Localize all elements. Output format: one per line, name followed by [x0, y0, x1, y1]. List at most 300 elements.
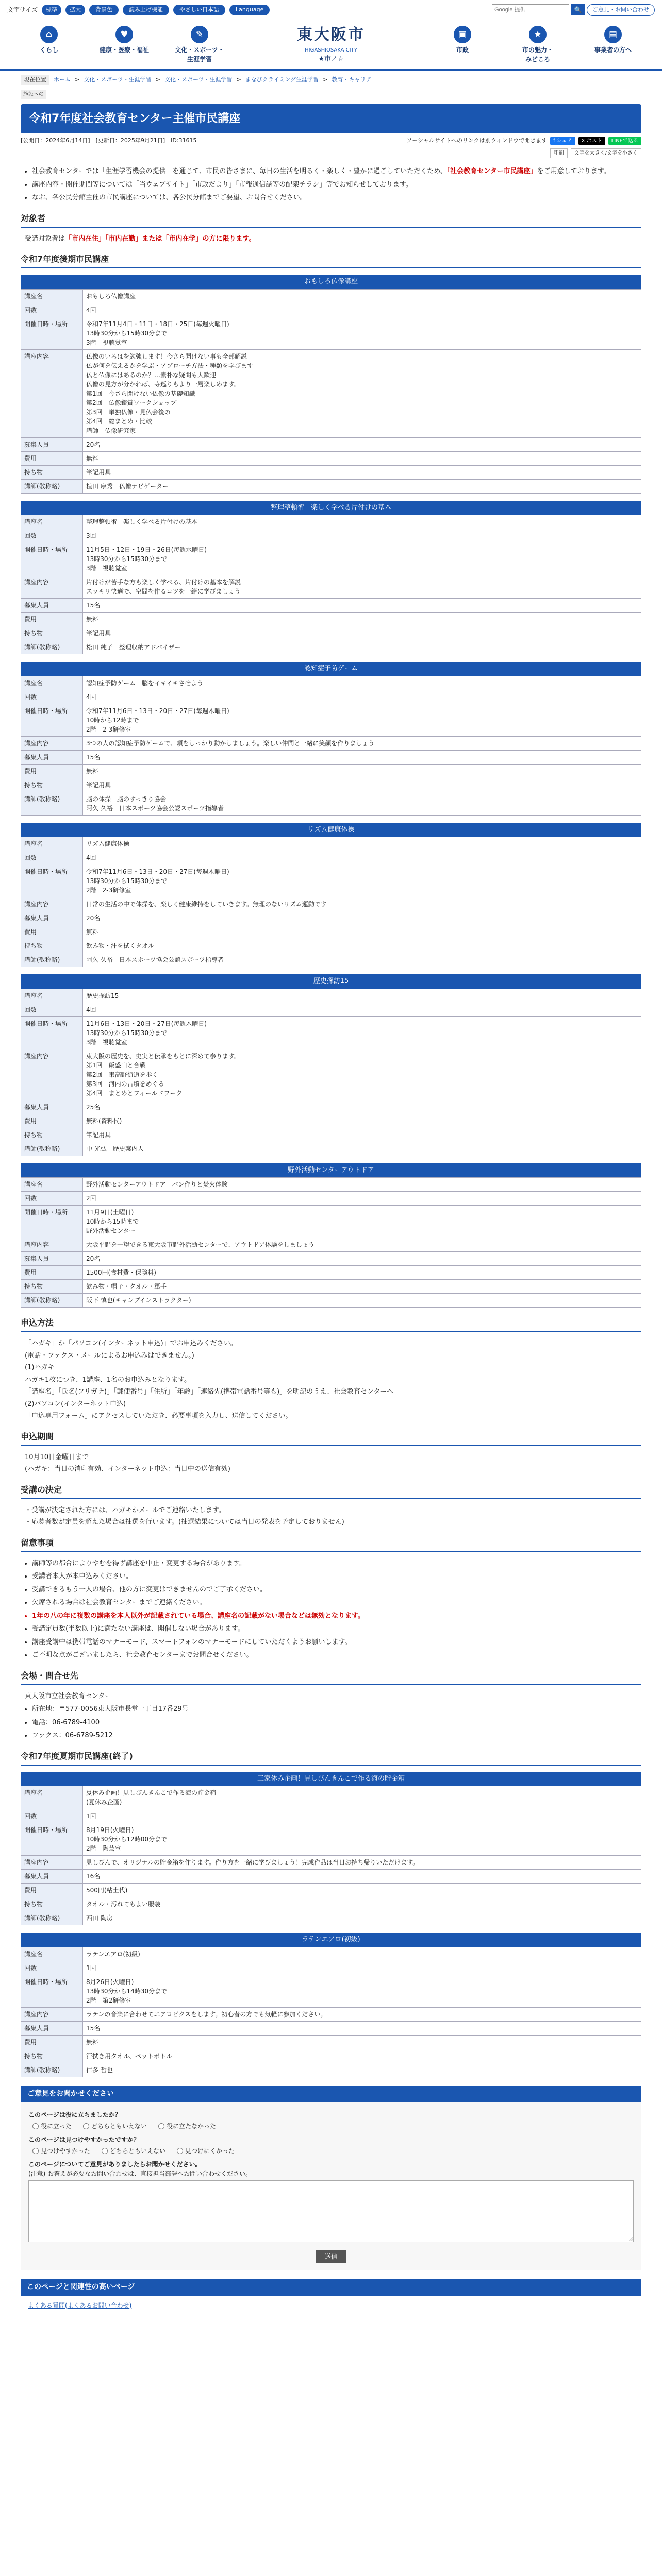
table-row [21, 1142, 641, 1156]
category-tag[interactable]: 施設への [21, 90, 46, 99]
row-value: 500円(粘土代) [83, 1884, 641, 1897]
table-row [21, 1266, 641, 1280]
row-value: 筆記用具 [83, 465, 641, 479]
note-item: • 講師等の都合によりやむを得ず講座を中止・変更する場合があります。 [32, 1558, 641, 1569]
nav-label: 健康・医療・福祉 [99, 46, 149, 54]
survey-heading: ご意見をお聞かせください [21, 2086, 641, 2102]
note-item: • 欠席される場合は社会教育センターまでご連絡ください。 [32, 1598, 641, 1608]
x-post-button[interactable]: X ポスト [578, 137, 605, 145]
row-value: 見しびんで、オリジナルの貯金箱を作ります。作り方を一緒に学びましょう！完成作品は当日お持ち帰りいただけます。 [83, 1856, 641, 1870]
row-value: 11月6日・13日・20日・27日(毎週木曜日) 13時30分から15時30分まで 3階 視聴覚室 [83, 1016, 641, 1049]
std-size-button[interactable]: 標準 [42, 5, 61, 15]
note-item: • 講座受講中は携帯電話のマナーモード、スマートフォンのマナーモードにしていただくようお願いします。 [32, 1637, 641, 1648]
row-value: 野外活動センターアウトドア パン作りと焚火体験 [83, 1178, 641, 1192]
related-heading: このページと関連性の高いページ [21, 2279, 641, 2296]
logo-sub: HIGASHIOSAKA CITY [305, 47, 357, 53]
text-line: ・受講が決定された方には、ハガキかメールでご連絡いたします。 [25, 1506, 225, 1514]
breadcrumb [0, 71, 662, 89]
nav-icon: ▣ [454, 26, 471, 43]
table-row [21, 676, 641, 690]
row-label: 募集人員 [21, 1252, 83, 1266]
row-label: 募集人員 [21, 750, 83, 764]
row-label: 募集人員 [21, 599, 83, 613]
radio-circle-icon[interactable] [32, 2148, 39, 2154]
row-value: 筆記用具 [83, 626, 641, 640]
row-label: 回数 [21, 1809, 83, 1823]
row-label: 費用 [21, 1266, 83, 1280]
survey-q1: このページは役に立ちましたか？ [28, 2111, 121, 2119]
row-value: 筆記用具 [83, 1128, 641, 1142]
logo-sub2: ★市ノ☆ [318, 55, 344, 63]
table-row [21, 1178, 641, 1192]
easy-japanese-button[interactable]: やさしい日本語 [173, 5, 225, 15]
row-label: 回数 [21, 529, 83, 543]
text-line: (1)ハガキ [25, 1364, 55, 1371]
table-row [21, 1016, 641, 1049]
row-value: タオル・汚れてもよい服装 [83, 1897, 641, 1911]
row-value: 3回 [83, 529, 641, 543]
social-note: ソーシャルサイトへのリンクは別ウィンドウで開きます [406, 137, 548, 144]
row-label: 費用 [21, 764, 83, 778]
text-line: ・応募者数が定員を超えた場合は抽選を行います。(抽選結果については当日の発表を予定しておりません) [25, 1518, 344, 1526]
row-label: 講座内容 [21, 1238, 83, 1252]
table-row [21, 851, 641, 865]
course-title: ラテンエアロ(初級) [21, 1933, 641, 1947]
table-row [21, 911, 641, 925]
row-value: 16名 [83, 1870, 641, 1884]
row-value: 25名 [83, 1100, 641, 1114]
table-row [21, 1252, 641, 1266]
nav-item[interactable] [509, 26, 566, 64]
nav-label: 市の魅力・ みどころ [522, 46, 553, 63]
table-row [21, 1856, 641, 1870]
row-label: 持ち物 [21, 778, 83, 792]
nav-item[interactable] [171, 26, 228, 64]
table-row [21, 865, 641, 897]
related-link[interactable]: よくある質問(よくあるお問い合わせ) [28, 2301, 132, 2309]
intro-item: • 講座内容・開催期間等については「当ウェブサイト」「市政だより」「市報通信誌等の配架チラシ」等でお知らせしております。 [32, 180, 641, 190]
table-row [21, 575, 641, 599]
row-value: 無料 [83, 451, 641, 465]
row-label: 講師(敬称略) [21, 1294, 83, 1308]
row-value: 西田 陶房 [83, 1911, 641, 1925]
early-courses [21, 1772, 641, 2077]
radio-circle-icon[interactable] [32, 2123, 39, 2129]
top-utility-bar [0, 0, 662, 20]
course-table [21, 1786, 641, 1925]
course-table [21, 1177, 641, 1308]
table-row [21, 1897, 641, 1911]
target-text: 受講対象者は「市内在住」「市内在勤」または「市内在学」の方に限ります。 [25, 234, 256, 243]
nav-label: くらし [39, 46, 58, 54]
table-row [21, 1238, 641, 1252]
row-label: 費用 [21, 1114, 83, 1128]
facebook-share-button[interactable]: f シェア [550, 137, 575, 145]
table-row [21, 640, 641, 654]
nav-icon: ✎ [191, 26, 208, 43]
row-value: 阪下 慎也(キャンプインストラクター) [83, 1294, 641, 1308]
period-heading: 申込期間 [21, 1429, 641, 1446]
related-item [28, 2301, 634, 2310]
breadcrumb-link[interactable]: 文化・スポーツ・生涯学習 [164, 76, 233, 83]
row-label: 開催日時・場所 [21, 317, 83, 349]
decision-lines [21, 1505, 641, 1528]
row-label: 講座名 [21, 1178, 83, 1192]
row-label: 開催日時・場所 [21, 865, 83, 897]
table-row [21, 1947, 641, 1961]
row-label: 講座名 [21, 676, 83, 690]
survey-radio-option[interactable] [83, 2122, 147, 2131]
table-row [21, 529, 641, 543]
note-item: • 受講できるもう一人の場合、他の方に変更はできませんのでご了承ください。 [32, 1585, 641, 1595]
note-item: • ご不明な点がございましたら、社会教育センターまでお問合せください。 [32, 1650, 641, 1660]
row-value: 無料 [83, 764, 641, 778]
text-line: (2)パソコン(インターネット申込) [25, 1400, 126, 1408]
nav-item[interactable] [585, 26, 641, 64]
intro-item: • なお、各公民分館主催の市民講座については、各公民分館までご要望、お問合せください。 [32, 193, 641, 203]
row-label: 開催日時・場所 [21, 1206, 83, 1238]
table-row [21, 515, 641, 529]
row-value: 8月19日(火曜日) 10時30分から12時00分まで 2階 陶芸室 [83, 1823, 641, 1856]
text-size-label: 文字サイズ [7, 6, 38, 14]
table-row [21, 1128, 641, 1142]
row-value: 15名 [83, 750, 641, 764]
survey-radio-option[interactable] [102, 2146, 166, 2156]
row-label: 回数 [21, 1003, 83, 1016]
row-label: 講座内容 [21, 349, 83, 437]
course-table [21, 1947, 641, 2077]
table-row [21, 289, 641, 303]
row-value: 仁多 哲也 [83, 2063, 641, 2077]
table-row [21, 599, 641, 613]
row-label: 費用 [21, 925, 83, 939]
row-label: 回数 [21, 851, 83, 865]
radio-label: 見つけやすかった [41, 2147, 91, 2155]
row-label: 募集人員 [21, 437, 83, 451]
row-label: 講師(敬称略) [21, 2063, 83, 2077]
row-label: 開催日時・場所 [21, 704, 83, 736]
period-lines [21, 1452, 641, 1475]
text-line: 10月10日金曜日まで [25, 1453, 89, 1461]
tools-row [0, 148, 662, 161]
survey-q2: このページは見つけやすかったですか？ [28, 2136, 140, 2143]
row-label: 講座内容 [21, 1856, 83, 1870]
radio-circle-icon[interactable] [158, 2123, 164, 2129]
table-row [21, 1884, 641, 1897]
language-button[interactable]: Language [229, 5, 270, 15]
course-block [21, 1772, 641, 1926]
course-block [21, 501, 641, 655]
row-label: 持ち物 [21, 1897, 83, 1911]
row-value: 11月5日・12日・19日・26日(毎週水曜日) 13時30分から15時30分まで 3階 視聴覚室 [83, 543, 641, 575]
course-title: 認知症予防ゲーム [21, 662, 641, 676]
row-value: 阿久 久裕 日本スポーツ協会公認スポーツ指導者 [83, 953, 641, 967]
row-value: 飲み物・汗を拭くタオル [83, 939, 641, 953]
row-value: 脳の体操 脳のすっきり協会 阿久 久裕 日本スポーツ協会公認スポーツ指導者 [83, 792, 641, 815]
breadcrumb-here: 現在位置 [21, 75, 49, 85]
table-row [21, 764, 641, 778]
city-logo[interactable] [292, 23, 370, 64]
related-box [21, 2279, 641, 2315]
row-value: ラテンエアロ(初級) [83, 1947, 641, 1961]
nav-item[interactable] [21, 26, 77, 64]
row-value: 松田 純子 整理収納アドバイザー [83, 640, 641, 654]
row-label: 募集人員 [21, 1870, 83, 1884]
survey-box [21, 2086, 641, 2270]
row-label: 費用 [21, 2035, 83, 2049]
table-row [21, 303, 641, 317]
course-block [21, 275, 641, 494]
row-label: 回数 [21, 1192, 83, 1206]
table-row [21, 349, 641, 437]
row-label: 講座名 [21, 1947, 83, 1961]
survey-radio-option[interactable] [158, 2122, 216, 2131]
row-label: 募集人員 [21, 911, 83, 925]
row-value: 15名 [83, 2021, 641, 2035]
howto-heading: 申込方法 [21, 1315, 641, 1332]
row-value: 20名 [83, 911, 641, 925]
table-row [21, 2021, 641, 2035]
row-label: 講座内容 [21, 897, 83, 911]
table-row [21, 2063, 641, 2077]
table-row [21, 1786, 641, 1809]
nav-label: 市政 [456, 46, 469, 54]
row-value: 令和7年11月4日・11日・18日・25日(毎週火曜日) 13時30分から15時30分まで 3階 視聴覚室 [83, 317, 641, 349]
row-value: 東大阪の歴史を、史実と伝承をもとに深めて参ります。 第1回 飯盛山と合戦 第2回 東高野街道を歩く 第3回 河内の古墳をめぐる 第4回 まとめとフィールドワーク [83, 1049, 641, 1100]
row-label: 講師(敬称略) [21, 792, 83, 815]
course-title: おもしろ仏像講座 [21, 275, 641, 289]
text-line: 「申込専用フォーム」にアクセスしていただき、必要事項を入力し、送信してください。 [25, 1412, 292, 1420]
row-label: 講師(敬称略) [21, 1911, 83, 1925]
row-value: 飲み物・帽子・タオル・軍手 [83, 1280, 641, 1294]
update-info: [公開日：2024年6月14日] [更新日：2025年9月21日] ID:31615 [21, 137, 197, 144]
table-row [21, 1192, 641, 1206]
course-title: 歴史探訪15 [21, 974, 641, 989]
table-row [21, 2007, 641, 2021]
radio-label: どちらともいえない [91, 2122, 147, 2130]
nav-icon: ♥ [115, 26, 133, 43]
notes-heading: 留意事項 [21, 1535, 641, 1552]
row-value: 1回 [83, 1961, 641, 1975]
table-row [21, 1049, 641, 1100]
table-row [21, 750, 641, 764]
row-value: 3つの人の認知症予防ゲームで、頭をしっかり動かしましょう。楽しい仲間と一緒に笑顔を作りましょう [83, 736, 641, 750]
survey-radio-option[interactable] [177, 2146, 235, 2156]
breadcrumb-link[interactable]: ホーム [54, 76, 71, 83]
table-row [21, 690, 641, 704]
row-label: 講座名 [21, 837, 83, 851]
radio-circle-icon[interactable] [102, 2148, 108, 2154]
logo-main: 東大阪市 [297, 25, 365, 44]
row-label: 講座内容 [21, 2007, 83, 2021]
row-value: 1回 [83, 1809, 641, 1823]
course-block [21, 662, 641, 816]
breadcrumb-separator: > [155, 76, 160, 83]
row-value: 認知症予防ゲーム 脳をイキイキさせよう [83, 676, 641, 690]
table-row [21, 2035, 641, 2049]
nav-item[interactable] [434, 26, 491, 64]
table-row [21, 1809, 641, 1823]
search-input[interactable] [492, 4, 569, 15]
row-value: 無料(資料代) [83, 1114, 641, 1128]
related-list [21, 2296, 641, 2315]
target-heading: 対象者 [21, 210, 641, 228]
opinion-link[interactable]: ご意見・お問い合わせ [587, 4, 655, 16]
read-aloud-button[interactable]: 読み上げ機能 [123, 5, 169, 15]
row-label: 講座名 [21, 989, 83, 1003]
table-row [21, 1823, 641, 1856]
survey-submit-button[interactable]: 送信 [316, 2250, 346, 2263]
main-content [0, 166, 662, 2315]
table-row [21, 925, 641, 939]
early-heading: 令和7年度夏期市民講座(終了) [21, 1748, 641, 1766]
row-label: 講師(敬称略) [21, 640, 83, 654]
row-value: 仏像のいろはを勉強します！今さら聞けない事も全部解説 仏が何を伝えるかを学ぶ・アプローチ方法・種類を学びます 仏と仏像にはあるのか？…素朴な疑問も大歓迎 仏像の見方が分かれば、寺巡りもより一層楽しめます。 第1回 今さら聞けない仏像の基礎知識 第2回 仏像鑑賞ワークショップ 第3回 単独仏像・見仏会後の 第4回 総まとめ・比較 講師 仏像研究家 [83, 349, 641, 437]
breadcrumb-link[interactable]: 文化・スポーツ・生涯学習 [84, 76, 152, 83]
contact-heading: 会場・問合せ先 [21, 1668, 641, 1685]
course-block [21, 1163, 641, 1308]
table-row [21, 837, 641, 851]
row-label: 募集人員 [21, 1100, 83, 1114]
row-value: 令和7年11月6日・13日・20日・27日(毎週木曜日) 13時30分から15時30分まで 2階 2-3研修室 [83, 865, 641, 897]
row-label: 開催日時・場所 [21, 1975, 83, 2007]
breadcrumb-link[interactable]: まなびクライミング生涯学習 [245, 76, 319, 83]
table-row [21, 897, 641, 911]
survey-q3-note: (注意) お答えが必要なお問い合わせは、直接担当部署へお問い合わせください。 [28, 2170, 252, 2177]
row-label: 講座内容 [21, 575, 83, 599]
row-value: 1500円(食材費・保険料) [83, 1266, 641, 1280]
table-row [21, 613, 641, 626]
row-value: おもしろ仏像講座 [83, 289, 641, 303]
radio-circle-icon[interactable] [177, 2148, 183, 2154]
contact-item: • 所在地：〒577-0056東大阪市長堂一丁目17番29号 [32, 1704, 641, 1715]
row-label: 回数 [21, 303, 83, 317]
row-label: 持ち物 [21, 626, 83, 640]
contact-item: • 電話：06-6789-4100 [32, 1718, 641, 1728]
row-label: 講座名 [21, 1786, 83, 1809]
contact-list [21, 1704, 641, 1741]
search-icon[interactable]: 🔍 [571, 4, 585, 15]
course-block [21, 1933, 641, 2077]
survey-q2-options [32, 2146, 634, 2156]
course-table [21, 515, 641, 654]
row-value: 無料 [83, 2035, 641, 2049]
table-row [21, 953, 641, 967]
row-label: 持ち物 [21, 1128, 83, 1142]
survey-q3: このページについてご意見がありましたらお聞かせください。 [28, 2160, 202, 2168]
meta-row [0, 133, 662, 148]
row-value: 中 光弘 歴史案内人 [83, 1142, 641, 1156]
radio-label: どちらともいえない [110, 2147, 166, 2155]
row-label: 費用 [21, 613, 83, 626]
table-row [21, 736, 641, 750]
intro-item: • 社会教育センターでは「生涯学習機会の提供」を通じて、市民の皆さまに、毎日の生活を明るく・楽しく・豊かに過ごしていただくため、「社会教育センター市民講座」をご用意しております。 [32, 166, 641, 177]
table-row [21, 1003, 641, 1016]
row-value: 日常の生活の中で体操を、楽しく健康維持をしていきます。無理のないリズム運動です [83, 897, 641, 911]
row-value: 歴史探訪15 [83, 989, 641, 1003]
row-label: 開催日時・場所 [21, 543, 83, 575]
survey-radio-option[interactable] [32, 2122, 72, 2131]
text-size-toggle[interactable]: 文字を大きく/文字を小さく [571, 148, 641, 158]
page-title: 令和7年度社会教育センター主催市民講座 [21, 104, 641, 133]
course-block [21, 823, 641, 968]
row-value: 夏休み企画！見しびんきんこで作る海の貯金箱 (夏休み企画) [83, 1786, 641, 1809]
nav-item[interactable] [96, 26, 153, 64]
nav-icon: ★ [529, 26, 547, 43]
bg-color-button[interactable]: 背景色 [89, 5, 119, 15]
row-value: 20名 [83, 1252, 641, 1266]
note-item: • 受講者本人が本申込みください。 [32, 1571, 641, 1582]
nav-label: 文化・スポーツ・ 生涯学習 [175, 46, 224, 63]
course-block [21, 974, 641, 1156]
large-size-button[interactable]: 拡大 [65, 5, 85, 15]
table-row [21, 1280, 641, 1294]
radio-label: 役に立った [41, 2122, 72, 2130]
radio-circle-icon[interactable] [83, 2123, 89, 2129]
row-label: 講師(敬称略) [21, 1142, 83, 1156]
table-row [21, 2049, 641, 2063]
breadcrumb-separator: > [75, 76, 80, 83]
survey-radio-option[interactable] [32, 2146, 90, 2156]
row-value: リズム健康体操 [83, 837, 641, 851]
course-title: リズム健康体操 [21, 823, 641, 837]
howto-lines [21, 1338, 641, 1421]
table-row [21, 465, 641, 479]
text-line: (ハガキ：当日の消印有効、インターネット申込：当日中の送信有効) [25, 1465, 230, 1473]
table-row [21, 792, 641, 815]
radio-label: 役に立たなかった [167, 2122, 217, 2130]
row-value: 大阪平野を一望できる東大阪市野外活動センターで、アウトドア体験をしましょう [83, 1238, 641, 1252]
breadcrumb-separator: > [236, 76, 241, 83]
row-value: 4回 [83, 303, 641, 317]
course-title: 整理整頓術 楽しく学べる片付けの基本 [21, 501, 641, 515]
row-label: 講座名 [21, 289, 83, 303]
row-label: 持ち物 [21, 1280, 83, 1294]
row-value: 4回 [83, 851, 641, 865]
table-row [21, 704, 641, 736]
breadcrumb-link[interactable]: 教育・キャリア [332, 76, 372, 83]
table-row [21, 1911, 641, 1925]
row-value: 無料 [83, 613, 641, 626]
row-label: 開催日時・場所 [21, 1016, 83, 1049]
nav-icon: ⌂ [40, 26, 58, 43]
course-table [21, 676, 641, 816]
row-label: 回数 [21, 1961, 83, 1975]
line-share-button[interactable]: LINEで送る [608, 137, 641, 145]
row-label: 募集人員 [21, 2021, 83, 2035]
table-row [21, 479, 641, 493]
survey-comment-field[interactable] [28, 2180, 634, 2242]
breadcrumb-separator: > [323, 76, 328, 83]
course-table [21, 989, 641, 1156]
nav-icon: ▤ [604, 26, 622, 43]
table-row [21, 317, 641, 349]
row-value: 無料 [83, 925, 641, 939]
print-button[interactable]: 印刷 [550, 148, 568, 158]
intro-list [21, 166, 641, 203]
row-value: 植田 康秀 仏像ナビゲーター [83, 479, 641, 493]
row-value: 筆記用具 [83, 778, 641, 792]
row-value: ラテンの音楽に合わせてエアロビクスをします。初心者の方でも気軽に参加ください。 [83, 2007, 641, 2021]
row-label: 持ち物 [21, 465, 83, 479]
course-table [21, 837, 641, 967]
row-value: 片付けが苦手な方も楽しく学べる、片付けの基本を解説 スッキリ快適で、空間を作るコツを一緒に学びましょう [83, 575, 641, 599]
table-row [21, 939, 641, 953]
late-courses [21, 275, 641, 1308]
row-value: 11月9日(土曜日) 10時から15時まで 野外活動センター [83, 1206, 641, 1238]
row-label: 講師(敬称略) [21, 479, 83, 493]
table-row [21, 1294, 641, 1308]
